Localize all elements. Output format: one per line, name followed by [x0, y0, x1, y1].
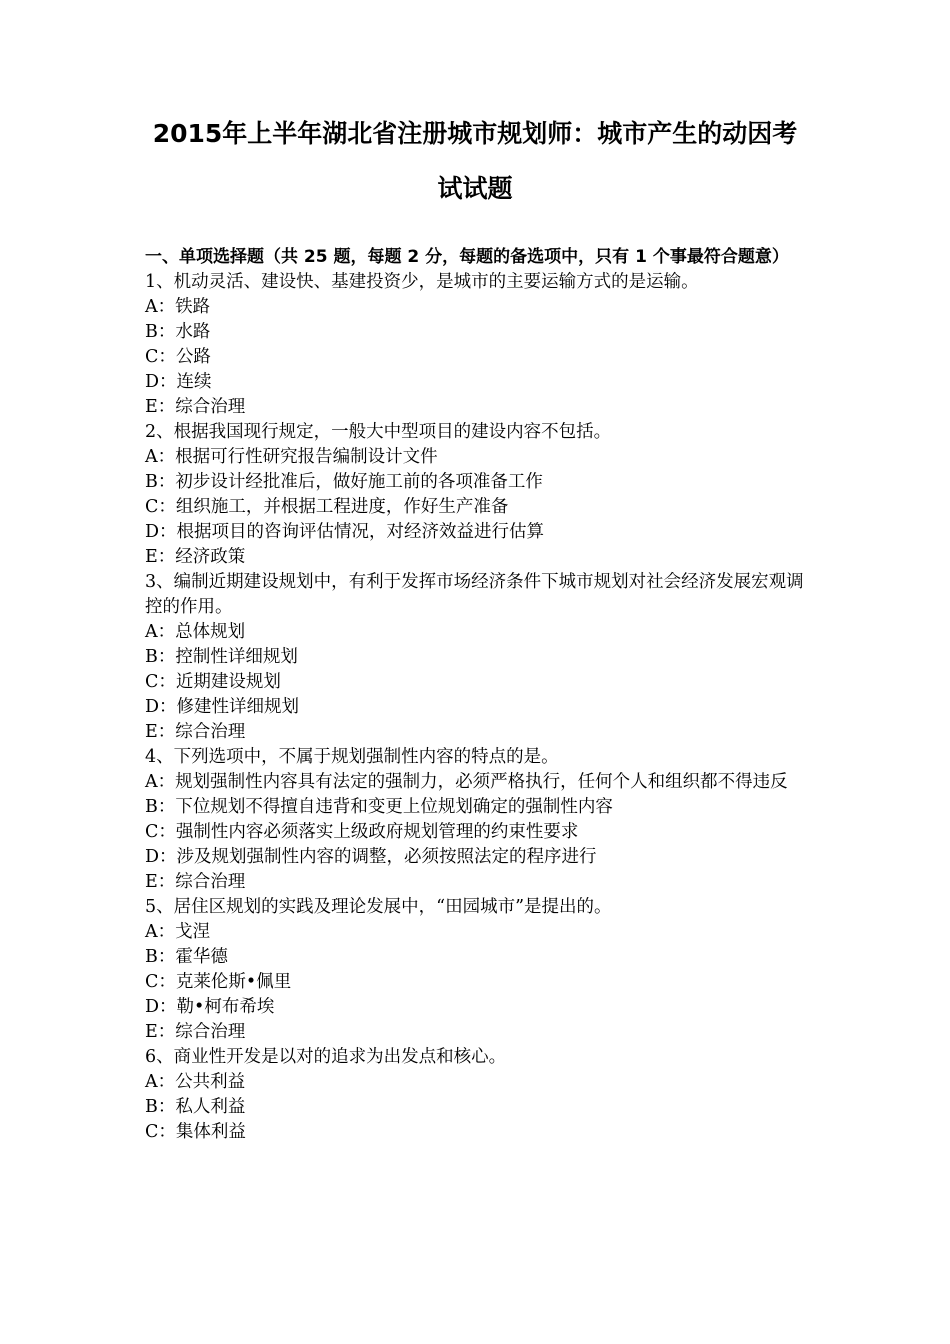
option-c: C：近期建设规划	[145, 672, 281, 692]
option-d: D：连续	[145, 372, 212, 392]
option-d: D：涉及规划强制性内容的调整，必须按照法定的程序进行	[145, 847, 597, 867]
question-6	[145, 1045, 815, 1145]
document-title-line-1: 2015年上半年湖北省注册城市规划师：城市产生的动因考	[152, 119, 798, 148]
option-e: E：经济政策	[145, 547, 246, 567]
question-4	[145, 745, 815, 895]
option-c: C：集体利益	[145, 1122, 246, 1142]
option-b: B：初步设计经批准后，做好施工前的各项准备工作	[145, 472, 543, 492]
option-b: B：控制性详细规划	[145, 647, 298, 667]
option-a: A：铁路	[145, 297, 211, 317]
document-body	[145, 245, 815, 1145]
option-a: A：公共利益	[145, 1072, 246, 1092]
option-b: B：霍华德	[145, 947, 228, 967]
option-e: E：综合治理	[145, 722, 246, 742]
option-c: C：克莱伦斯•佩里	[145, 972, 292, 992]
question-stem: 6、商业性开发是以对的追求为出发点和核心。	[145, 1047, 507, 1067]
option-a: A：总体规划	[145, 622, 246, 642]
question-stem: 5、居住区规划的实践及理论发展中，“田园城市”是提出的。	[145, 897, 612, 917]
question-stem: 4、下列选项中，不属于规划强制性内容的特点的是。	[145, 747, 559, 767]
document-title-line-2: 试试题	[437, 174, 513, 203]
question-1	[145, 270, 815, 420]
section-heading: 一、单项选择题（共 25 题，每题 2 分，每题的备选项中，只有 1 个事最符合题意）	[145, 247, 789, 267]
question-2	[145, 420, 815, 570]
option-a: A：戈涅	[145, 922, 211, 942]
option-d: D：修建性详细规划	[145, 697, 300, 717]
option-c: C：公路	[145, 347, 211, 367]
option-a: A：规划强制性内容具有法定的强制力，必须严格执行，任何个人和组织都不得违反	[145, 772, 788, 792]
question-3	[145, 570, 815, 745]
option-e: E：综合治理	[145, 872, 246, 892]
option-d: D：勒•柯布希埃	[145, 997, 275, 1017]
option-d: D：根据项目的咨询评估情况，对经济效益进行估算	[145, 522, 545, 542]
question-5	[145, 895, 815, 1045]
option-b: B：私人利益	[145, 1097, 246, 1117]
option-b: B：水路	[145, 322, 211, 342]
question-stem: 2、根据我国现行规定，一般大中型项目的建设内容不包括。	[145, 422, 612, 442]
option-e: E：综合治理	[145, 397, 246, 417]
option-c: C：强制性内容必须落实上级政府规划管理的约束性要求	[145, 822, 579, 842]
option-b: B：下位规划不得擅自违背和变更上位规划确定的强制性内容	[145, 797, 613, 817]
option-a: A：根据可行性研究报告编制设计文件	[145, 447, 438, 467]
question-stem: 3、编制近期建设规划中，有利于发挥市场经济条件下城市规划对社会经济发展宏观调控的作用。	[145, 572, 804, 617]
option-e: E：综合治理	[145, 1022, 246, 1042]
option-c: C：组织施工，并根据工程进度，作好生产准备	[145, 497, 509, 517]
question-stem: 1、机动灵活、建设快、基建投资少，是城市的主要运输方式的是运输。	[145, 272, 699, 292]
